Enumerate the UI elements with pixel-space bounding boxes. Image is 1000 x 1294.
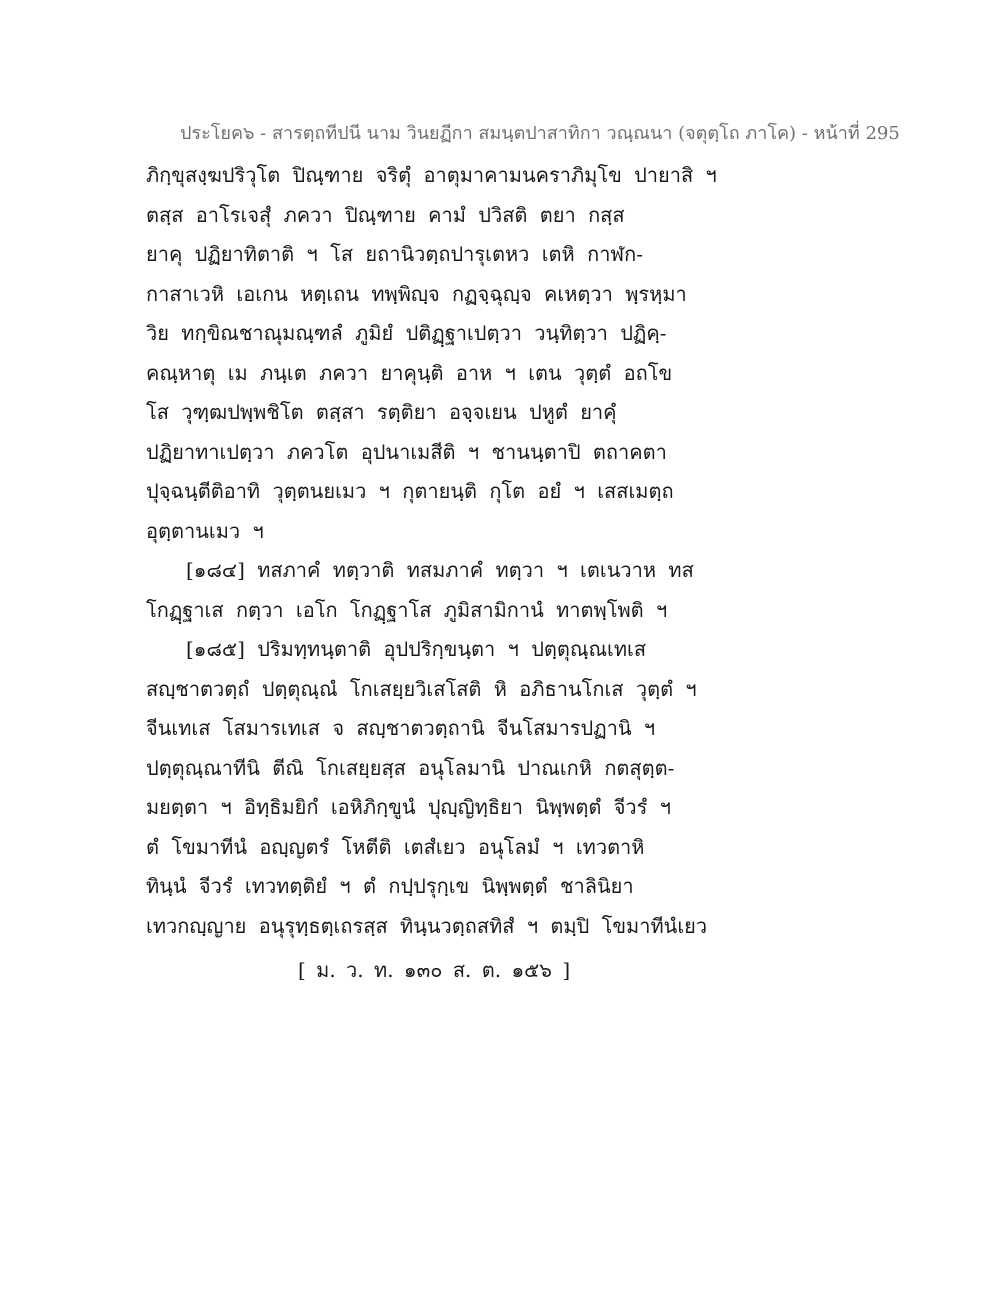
text-line: ปุจฺฉนฺตีติอาทิ วุตฺตนยเมว ฯ กุตายนฺติ กุโต อยํ ฯ เสสเมตฺถ	[146, 479, 674, 503]
text-line: ยาคุ ปฏิยาทิตาติ ฯ โส ยถานิวตฺถปารุเตหว เตหิ กาฬก-	[146, 242, 643, 266]
text-line: ปฏิยาทาเปตฺวา ภควโต อุปนาเมสีติ ฯ ชานนฺตาปิ ตถาคตา	[146, 439, 667, 464]
text-line: วิย ทกฺขิณชาณุมณฺฑลํ ภูมิยํ ปติฏฺฐาเปตฺวา วนฺทิตฺวา ปฏิคฺ-	[146, 321, 667, 345]
paragraph-start-185: [๑๘๕] ปริมทฺทนฺตาติ อุปปริกฺขนฺตา ฯ ปตฺตุณฺณเทเส	[186, 637, 647, 661]
text-line: กาสาเวหิ เอเกน หตฺเถน ทพฺพิญฺจ กฏจฺฉุญฺจ คเหตฺวา พฺรหฺมา	[146, 281, 687, 306]
text-line: ตสฺส อาโรเจสุํ ภควา ปิณฺฑาย คามํ ปวิสติ ตยา กสฺส	[146, 202, 625, 227]
text-line: ปตฺตุณฺณาทีนิ ตีณิ โกเสยฺยสฺส อนุโลมานิ ปาณเกหิ กตสุตฺต-	[146, 755, 675, 780]
running-header: ประโยค๖ - สารตฺถทีปนี นาม วินยฏีกา สมนฺตปาสาทิกา วณฺณนา (จตุตฺโถ ภาโค) - หน้าที่ 295	[180, 123, 900, 144]
text-line: ภิกฺขุสงฺฆปริวุโต ปิณฺฑาย จริตุํ อาตุมาคามนคราภิมุโข ปายาสิ ฯ	[146, 163, 717, 187]
text-line: ตํ โขมาทีนํ อญฺญตรํ โหตีติ เตสํเยว อนุโลมํ ฯ เทวตาหิ	[146, 834, 645, 859]
text-line: เทวกญฺญาย อนุรุทฺธตฺเถรสฺส ทินฺนวตฺถสทิสํ ฯ ตมฺปิ โขมาทีนํเยว	[146, 913, 708, 938]
body-text	[146, 156, 717, 946]
text-line: ทินฺนํ จีวรํ เทวทตฺติยํ ฯ ตํ กปฺปรุกฺเข นิพฺพตฺตํ ชาลินิยา	[146, 874, 634, 898]
page-reference: [ ม. ว. ท. ๑๓๐ ส. ต. ๑๕๖ ]	[298, 958, 571, 982]
paragraph-start-184: [๑๘๔] ทสภาคํ ทตฺวาติ ทสมภาคํ ทตฺวา ฯ เตเนวาห ทส	[186, 558, 694, 582]
text-line: โกฏฺฐาเส กตฺวา เอโก โกฏฺฐาโส ภูมิสามิกานํ ทาตพฺโพติ ฯ	[146, 597, 668, 622]
text-line: มยตฺตา ฯ อิทฺธิมยิกํ เอหิภิกฺขูนํ ปุญฺญิทฺธิยา นิพฺพตฺตํ จีวรํ ฯ	[146, 795, 671, 819]
text-line: จีนเทเส โสมารเทเส จ สญฺชาตวตฺถานิ จีนโสมารปฏานิ ฯ	[146, 716, 656, 740]
text-line: อุตฺตานเมว ฯ	[146, 518, 264, 543]
text-line: สญฺชาตวตฺถํ ปตฺตุณฺณํ โกเสยฺยวิเสโสติ หิ อภิธานโกเส วุตฺตํ ฯ	[146, 676, 697, 701]
text-line: คณฺหาตุ เม ภนฺเต ภควา ยาคุนฺติ อาห ฯ เตน วุตฺตํ อถโข	[146, 360, 673, 385]
text-line: โส วุฑฺฒปพฺพชิโต ตสฺสา รตฺติยา อจฺจเยน ปหูตํ ยาคุํ	[146, 400, 617, 424]
